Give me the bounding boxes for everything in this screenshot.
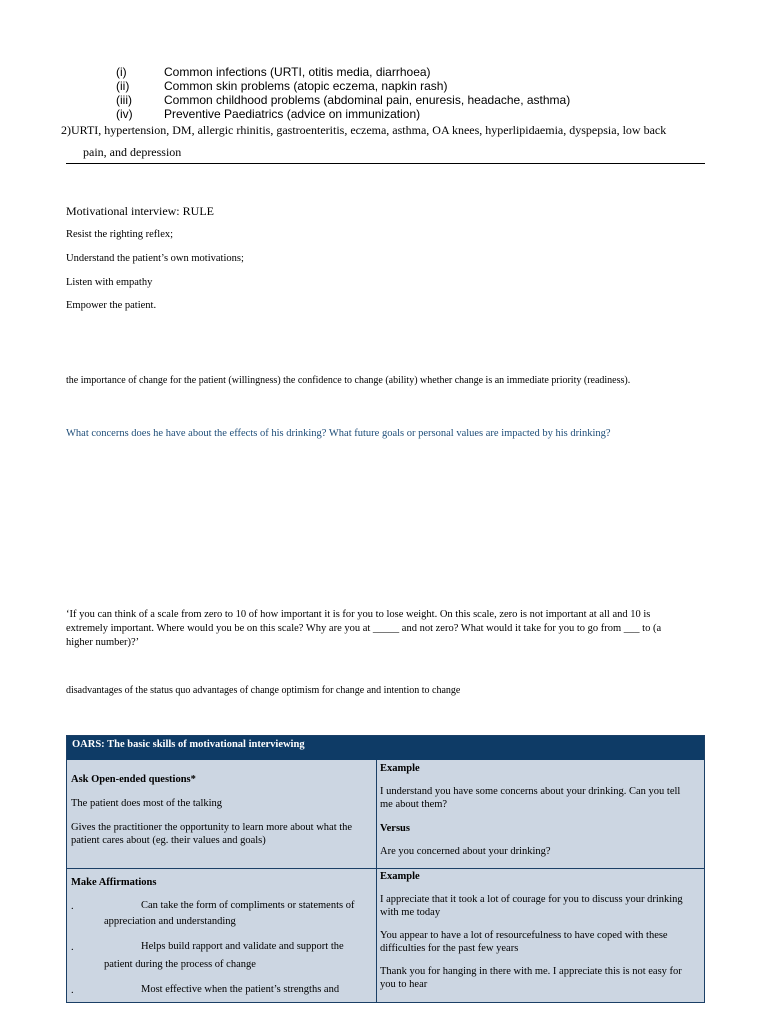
list-text: Preventive Paediatrics (advice on immunization) [164, 107, 421, 121]
rule-item: Listen with empathy [66, 277, 153, 288]
rule-item: Understand the patient’s own motivations; [66, 253, 244, 264]
bullet: . [71, 985, 74, 996]
cell-text: Can take the form of compliments or statements of [141, 900, 355, 911]
disadvantages-line: disadvantages of the status quo advantages of change optimism for change and intention to change [66, 685, 461, 696]
cell-text: Helps build rapport and validate and support the [141, 941, 344, 952]
cell-text: I understand you have some concerns about your drinking. Can you tell [380, 786, 681, 797]
column-divider [376, 760, 377, 1002]
bullet: . [71, 942, 74, 953]
cell-text: difficulties for the past few years [380, 943, 519, 954]
versus-heading: Versus [380, 823, 410, 834]
bullet: . [71, 901, 74, 912]
list-number: (ii) [116, 79, 130, 93]
scale-line: higher number)?’ [66, 637, 140, 648]
mi-title: Motivational interview: RULE [66, 204, 214, 218]
row-divider [67, 868, 704, 869]
list-number: (i) [116, 65, 127, 79]
cell-text: The patient does most of the talking [71, 798, 223, 809]
cell-text: I appreciate that it took a lot of courage for you to discuss your drinking [380, 894, 683, 905]
cell-text: Gives the practitioner the opportunity to learn more about what the [71, 822, 353, 833]
scale-line: extremely important. Where would you be on this scale? Why are you at _____ and not zero? What would it take for you to go from ___ to (a [66, 623, 662, 634]
oars-table [66, 735, 705, 1003]
list-text: Common infections (URTI, otitis media, diarrhoea) [164, 65, 431, 79]
list-number: (iv) [116, 107, 133, 121]
scale-line: ‘If you can think of a scale from zero to 10 of how important it is for you to lose weight. On this scale, zero is not important at all and 10 is [66, 609, 651, 620]
cell-text: Thank you for hanging in there with me. I appreciate this is not easy for [380, 966, 682, 977]
cell-text: You appear to have a lot of resourcefulness to have coped with these [380, 930, 668, 941]
concerns-line: What concerns does he have about the effects of his drinking? What future goals or personal values are impacted by his drinking? [66, 428, 611, 439]
cell-text: Most effective when the patient’s strengths and [141, 984, 340, 995]
list-text: Common skin problems (atopic eczema, napkin rash) [164, 79, 448, 93]
conditions-paragraph-line2: pain, and depression [83, 145, 182, 159]
rule-item: Resist the righting reflex; [66, 229, 174, 240]
cell-text: you to hear [380, 979, 428, 990]
cell-text: with me today [380, 907, 441, 918]
list-number: (iii) [116, 93, 132, 107]
cell-text: appreciation and understanding [104, 916, 236, 927]
example-heading: Example [380, 763, 420, 774]
cell-text: Are you concerned about your drinking? [380, 846, 551, 857]
cell-text: patient cares about (eg. their values and goals) [71, 835, 266, 846]
cell-text: patient during the process of change [104, 959, 256, 970]
list-text: Common childhood problems (abdominal pain, enuresis, headache, asthma) [164, 93, 571, 107]
cell-text: me about them? [380, 799, 448, 810]
table-title: OARS: The basic skills of motivational interviewing [67, 736, 704, 760]
conditions-paragraph-line1: 2)URTI, hypertension, DM, allergic rhinitis, gastroenteritis, eczema, asthma, OA knees, hyperlipidaemia, dyspepsia, low back [61, 123, 667, 137]
importance-line: the importance of change for the patient (willingness) the confidence to change (ability) whether change is an immediate priority (readiness). [66, 375, 631, 386]
affirmations-heading: Make Affirmations [71, 877, 157, 888]
section-divider [66, 163, 705, 164]
example-heading: Example [380, 871, 420, 882]
open-questions-heading: Ask Open-ended questions* [71, 774, 196, 785]
rule-item: Empower the patient. [66, 300, 157, 311]
